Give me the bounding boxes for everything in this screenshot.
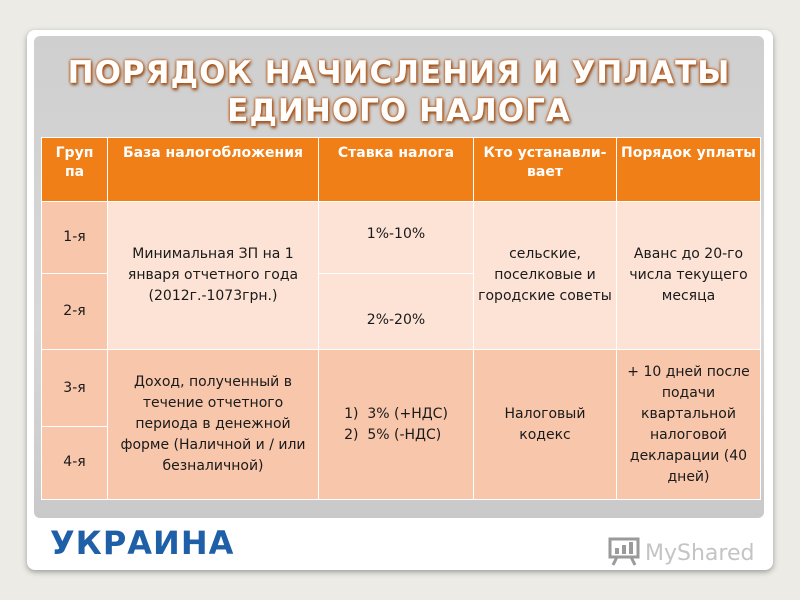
header-who: Кто устанавли-вает <box>474 138 617 202</box>
rate-cell-2: 2%-20% <box>319 274 474 350</box>
payment-cell-1-2: Аванс до 20-го числа текущего месяца <box>617 202 761 350</box>
presentation-board-icon <box>607 536 641 570</box>
rate-item-1: 1) 3% (+НДС) <box>344 405 448 422</box>
group-cell-1: 1-я <box>42 202 108 274</box>
rate-cell-1: 1%-10% <box>319 202 474 274</box>
who-cell-1-2: сельские, поселковые и городские советы <box>474 202 617 350</box>
slide-title <box>34 54 764 130</box>
header-group: Груп па <box>42 138 108 202</box>
header-base: База налогобложения <box>108 138 319 202</box>
group-cell-2: 2-я <box>42 274 108 350</box>
header-payment: Порядок уплаты <box>617 138 761 202</box>
table-row <box>42 350 761 426</box>
country-label: УКРАИНА <box>50 524 235 562</box>
myshared-logo[interactable] <box>607 536 754 570</box>
group-cell-3: 3-я <box>42 350 108 426</box>
slide-title-line-1: ПОРЯДОК НАЧИСЛЕНИЯ И УПЛАТЫ <box>67 55 731 91</box>
table-header-row <box>42 138 761 202</box>
header-rate: Ставка налога <box>319 138 474 202</box>
rate-cell-3-4 <box>319 350 474 500</box>
slide-title-line-2: ЕДИНОГО НАЛОГА <box>227 93 571 129</box>
table-row <box>42 202 761 274</box>
group-cell-4: 4-я <box>42 426 108 499</box>
rate-item-2: 2) 5% (-НДС) <box>344 426 442 443</box>
base-cell-1-2: Минимальная ЗП на 1 января отчетного года (2012г.-1073грн.) <box>108 202 319 350</box>
tax-table <box>41 137 761 500</box>
payment-cell-3-4: + 10 дней после подачи квартальной налоговой декларации (40 дней) <box>617 350 761 500</box>
logo-text: MyShared <box>645 540 755 566</box>
rate-list <box>344 404 448 446</box>
who-cell-3-4: Налоговый кодекс <box>474 350 617 500</box>
base-cell-3-4: Доход, полученный в течение отчетного периода в денежной форме (Наличной и / или безналичной) <box>108 350 319 500</box>
